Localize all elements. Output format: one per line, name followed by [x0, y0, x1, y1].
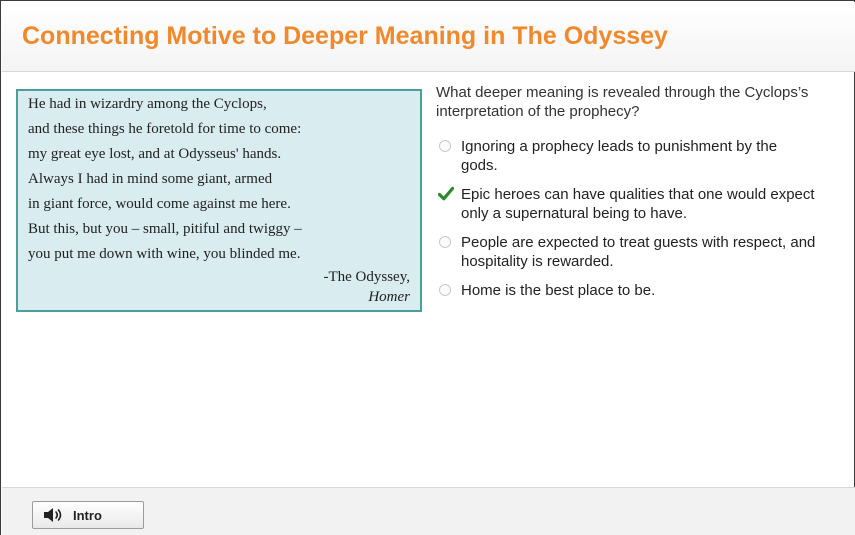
radio-button-icon[interactable] — [439, 236, 451, 248]
passage-line: in giant force, would come against me here. — [28, 196, 291, 212]
radio-button-icon[interactable] — [439, 140, 451, 152]
passage-line: you put me down with wine, you blinded me. — [28, 246, 301, 262]
answer-option-label: Ignoring a prophecy leads to punishment by the gods. — [461, 138, 778, 174]
question-text: What deeper meaning is revealed through the Cyclops’s interpretation of the prophecy? — [436, 84, 809, 120]
page-title: Connecting Motive to Deeper Meaning in The Odyssey — [22, 22, 668, 50]
passage-line: my great eye lost, and at Odysseus' hands. — [28, 146, 282, 162]
answer-option-label: Epic heroes can have qualities that one would expect only a supernatural being to have. — [461, 186, 815, 222]
passage-line: and these things he foretold for time to come: — [28, 121, 302, 137]
answer-option-label: People are expected to treat guests with respect, and hospitality is rewarded. — [461, 234, 816, 270]
intro-button[interactable] — [32, 501, 144, 529]
answer-options — [437, 137, 817, 310]
passage-box — [16, 89, 422, 312]
footer-bar — [2, 487, 855, 535]
answer-option-4[interactable] — [437, 281, 817, 300]
answer-option-2[interactable] — [437, 185, 817, 223]
passage-line: But this, but you – small, pitiful and twiggy – — [28, 221, 302, 237]
answer-option-1[interactable] — [437, 137, 817, 175]
passage-line: He had in wizardry among the Cyclops, — [28, 96, 267, 112]
passage-source: -The Odyssey, — [323, 269, 410, 285]
intro-button-label: Intro — [73, 508, 102, 523]
checkmark-icon — [438, 185, 454, 203]
radio-button-icon[interactable] — [439, 284, 451, 296]
passage-author: Homer — [368, 289, 410, 305]
answer-option-3[interactable] — [437, 233, 817, 271]
answer-option-label: Home is the best place to be. — [461, 282, 656, 299]
header — [2, 2, 855, 72]
passage-line: Always I had in mind some giant, armed — [28, 171, 273, 187]
speaker-icon — [43, 507, 65, 523]
